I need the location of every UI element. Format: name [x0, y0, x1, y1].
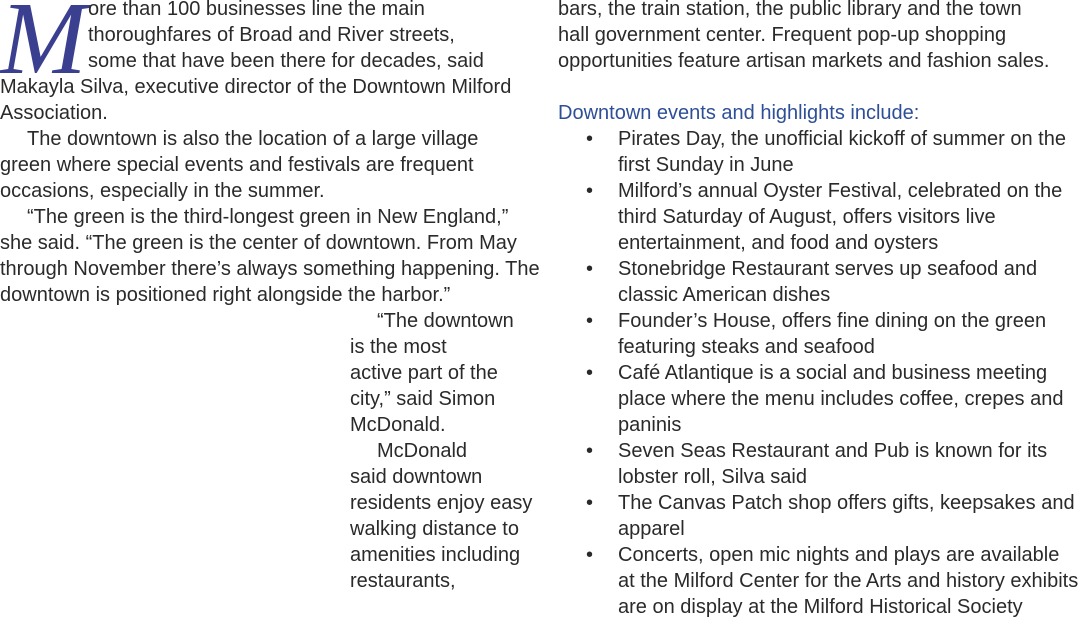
- event-text: Café Atlantique is a social and business meeting place where the menu includes coffee, crepes and paninis: [618, 362, 1064, 436]
- list-item: [558, 360, 1080, 438]
- bullet-icon: •: [586, 310, 594, 332]
- event-text: Founder’s House, offers fine dining on the green featuring steaks and seafood: [618, 310, 1047, 358]
- event-text: The Canvas Patch shop offers gifts, keepsakes and apparel: [618, 492, 1075, 540]
- text-line: downtown is positioned right alongside the harbor.”: [0, 284, 451, 306]
- event-text: Stonebridge Restaurant serves up seafood and classic American dishes: [618, 258, 1038, 306]
- text-line: occasions, especially in the summer.: [0, 180, 325, 202]
- text-line: green where special events and festivals are frequent: [0, 154, 474, 176]
- event-text: Concerts, open mic nights and plays are available at the Milford Center for the Arts and history exhibits are on display at the Milford Historical Society: [618, 544, 1079, 618]
- text-line: active part of the: [350, 362, 498, 384]
- bullet-icon: •: [586, 128, 594, 150]
- intro-paragraph: [558, 0, 1049, 74]
- bullet-icon: •: [586, 362, 594, 384]
- bullet-icon: •: [586, 258, 594, 280]
- narrow-paragraph: [350, 308, 533, 594]
- event-text: Seven Seas Restaurant and Pub is known for its lobster roll, Silva said: [618, 440, 1048, 488]
- text-line: walking distance to: [350, 518, 519, 540]
- text-line: The downtown is also the location of a large village: [27, 128, 479, 150]
- text-line: through November there’s always something happening. The: [0, 258, 540, 280]
- list-item: [558, 126, 1080, 178]
- list-item: [558, 178, 1080, 256]
- bullet-icon: •: [586, 544, 594, 566]
- text-line: residents enjoy easy: [350, 492, 533, 514]
- text-line: “The green is the third-longest green in New England,”: [27, 206, 509, 228]
- text-line: some that have been there for decades, said: [88, 50, 484, 72]
- text-line: opportunities feature artisan markets and fashion sales.: [558, 50, 1050, 72]
- text-line: hall government center. Frequent pop-up shopping: [558, 24, 1007, 46]
- events-heading: Downtown events and highlights include:: [558, 102, 920, 124]
- paragraph-1: [0, 0, 540, 308]
- list-item: [558, 308, 1080, 360]
- text-line: “The downtown: [377, 310, 514, 332]
- event-text: Milford’s annual Oyster Festival, celebrated on the third Saturday of August, offers visitors live entertainment, and food and oysters: [618, 180, 1063, 254]
- events-list: [558, 126, 1080, 620]
- drop-cap: M: [0, 0, 87, 96]
- text-line: said downtown: [350, 466, 483, 488]
- text-line: ore than 100 businesses line the main: [88, 0, 425, 20]
- text-line: she said. “The green is the center of downtown. From May: [0, 232, 517, 254]
- text-line: bars, the train station, the public library and the town: [558, 0, 1022, 20]
- list-item: [558, 256, 1080, 308]
- text-line: city,” said Simon: [350, 388, 496, 410]
- text-line: McDonald: [377, 440, 468, 462]
- event-text: Pirates Day, the unofficial kickoff of summer on the first Sunday in June: [618, 128, 1066, 176]
- bullet-icon: •: [586, 440, 594, 462]
- text-line: restaurants,: [350, 570, 456, 592]
- text-line: Makayla Silva, executive director of the Downtown Milford: [0, 76, 512, 98]
- bullet-icon: •: [586, 492, 594, 514]
- list-item: [558, 490, 1080, 542]
- text-line: thoroughfares of Broad and River streets,: [88, 24, 455, 46]
- list-item: [558, 438, 1080, 490]
- text-line: amenities including: [350, 544, 521, 566]
- text-line: is the most: [350, 336, 447, 358]
- bullet-icon: •: [586, 180, 594, 202]
- text-line: Association.: [0, 102, 108, 124]
- text-line: McDonald.: [350, 414, 446, 436]
- list-item: [558, 542, 1080, 620]
